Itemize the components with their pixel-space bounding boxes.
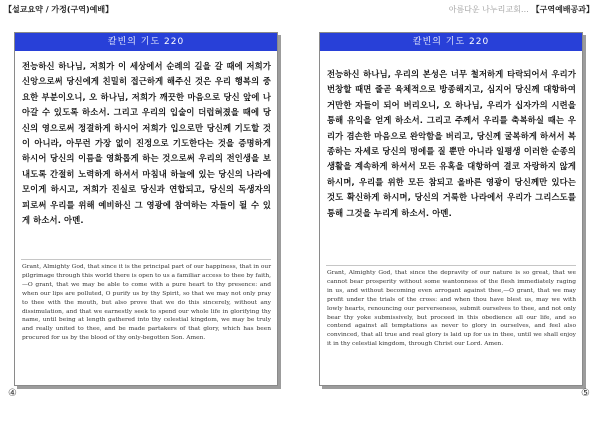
left-page-number: ④ — [8, 388, 17, 399]
left-divider — [21, 259, 271, 260]
right-page — [319, 32, 583, 386]
right-divider — [326, 265, 576, 266]
section-name: 【구역예배공과】 — [531, 5, 594, 14]
booklet-header-left: 【설교요약 / 가정(구역)예배】 — [4, 5, 114, 14]
booklet-header-right — [449, 4, 594, 15]
right-korean-prayer: 전능하신 하나님, 우리의 본성은 너무 철저하게 타락되어서 우리가 번창할 때면 줄곧 육체적으로 방종해지고, 심지어 당신께 대항하여 거만한 자들이 되어 버리오니, 오 하나님, 우리가 십자가의 시련을 통해 유익을 얻게 하소서. 그리고 주께서 우리를 축복하실 때는 우리가 겸손한 마음으로 완악함을 버리고, 당신께 굴복하게 하셔서 복종하는 자세로 당신의 멍에를 질 뿐만 아니라 일평생 이러한 순종의 생활을 계속하게 하셔서 모든 유혹을 대항하여 결코 자랑하지 않게 하시며, 우리를 위한 모든 참되고 올바른 영광이 당신께만 있다는 것도 확신하게 하시며, 당신의 거룩한 나라에서 우리가 그리스도를 통해 그것을 누리게 하소서. 아멘. — [327, 69, 576, 218]
right-page-number: ⑤ — [581, 388, 590, 399]
right-page-title: 칼빈의 기도 220 — [320, 33, 582, 51]
left-english-prayer: Grant, Almighty God, that since it is the principal part of our happiness, that in our pilgrimage through this world there is open to us a familiar access to thee by faith,—O grant, that we may be able to come with a pure heart to thy presence: and when our lips are polluted, O purify us by thy Spirit, so that we may not only pray to thee with the mouth, but also prove that we do this sincerely, without any dissimulation, and that we earnestly seek to spend our whole life in glorifying thy name, until being at length gathered into thy celestial kingdom, we may be truly and really united to thee, and be made partakers of that glory, which has been procured for us by the blood of thy only-begotten Son. Amen. — [22, 264, 272, 342]
right-english-prayer: Grant, Almighty God, that since the depravity of our nature is so great, that we cannot bear prosperity without some wantonness of the flesh immediately raging in us, and without becoming even arrogant against thee,—O grant, that we may profit under the trials of the cross: and when thou have blest us, may we with lowly hearts, renouncing our perverseness, submit ourselves to thee, and not only bear thy yoke submissively, but proceed in this obedience all our life, and so contend against all temptations as never to glory in ourselves, and feel also convinced, that all true and real glory is laid up for us in thee, until we shall enjoy it in thy celestial kingdom, through Christ our Lord. Amen. — [327, 270, 576, 348]
left-page — [14, 32, 278, 386]
left-korean-prayer: 전능하신 하나님, 저희가 이 세상에서 순례의 길을 갈 때에 저희가 신앙으로써 당신에게 친밀히 접근하게 해주신 것은 우리 행복의 중요한 부분이오니, 오 하나님, 저희가 깨끗한 마음으로 당신 앞에 나아갈 수 있도록 하소서. 그리고 우리의 입술이 더럽혀졌을 때에 당신의 영으로써 정결하게 하시어 저희가 입으로만 당신께 기도할 것이 아니라, 아무런 가장 없이 진정으로 기도한다는 것을 증명하게 하시어 당신의 이름을 영화롭게 하는 것으로써 우리의 전인생을 보내도록 간절히 노력하게 하셔서 마침내 하늘에 있는 당신의 나라에 모이게 하시고, 저희가 진실로 당신과 연합되고, 당신의 독생자의 피로써 우리를 위해 예비하신 그 영광에 참여하는 자들이 될 수 있게 하소서. 아멘. — [22, 61, 271, 226]
church-name: 아름다운 나누리교회… — [448, 5, 529, 14]
left-page-title: 칼빈의 기도 220 — [15, 33, 277, 51]
